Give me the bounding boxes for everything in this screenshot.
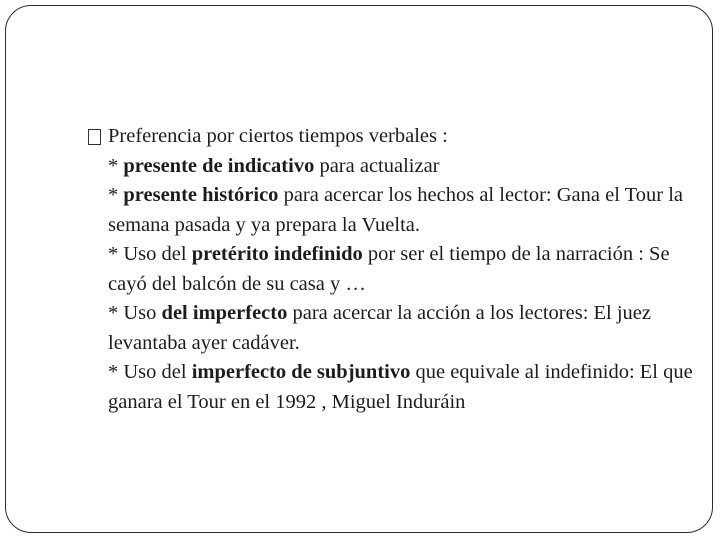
item-text: que equivale al indefinido: El que ganara el Tour en el 1992 , Miguel Induráin [108,361,693,413]
bullet-heading [88,122,698,152]
item-bold-term: presente histórico [123,184,279,206]
item-text: para acercar la acción a los lectores: El juez levantaba ayer cadáver. [108,302,651,354]
item-bold-term: pretérito indefinido [191,243,363,265]
slide-frame [5,5,713,533]
item-prefix: * Uso [108,302,162,324]
item-text: para actualizar [314,154,440,177]
list-item [88,358,698,417]
item-text: por ser el tiempo de la narración : Se cayó del balcón de su casa y … [108,243,670,295]
list-item [88,240,698,299]
item-prefix: * [108,154,124,177]
slide-body [88,122,698,417]
list-item [88,152,698,182]
list-item [88,299,698,358]
item-bold-term: presente de indicativo [123,154,315,177]
item-prefix: * Uso del [108,361,192,383]
item-prefix: * [108,184,124,206]
item-bold-term: del imperfecto [161,302,288,324]
list-item [88,181,698,240]
item-prefix: * Uso del [108,243,192,265]
item-text: para acercar los hechos al lector: Gana el Tour la semana pasada y ya prepara la Vuelta. [108,184,684,236]
square-bullet-icon [88,129,101,145]
item-bold-term: imperfecto de subjuntivo [191,361,411,383]
heading-text: Preferencia por ciertos tiempos verbales : [108,125,448,147]
